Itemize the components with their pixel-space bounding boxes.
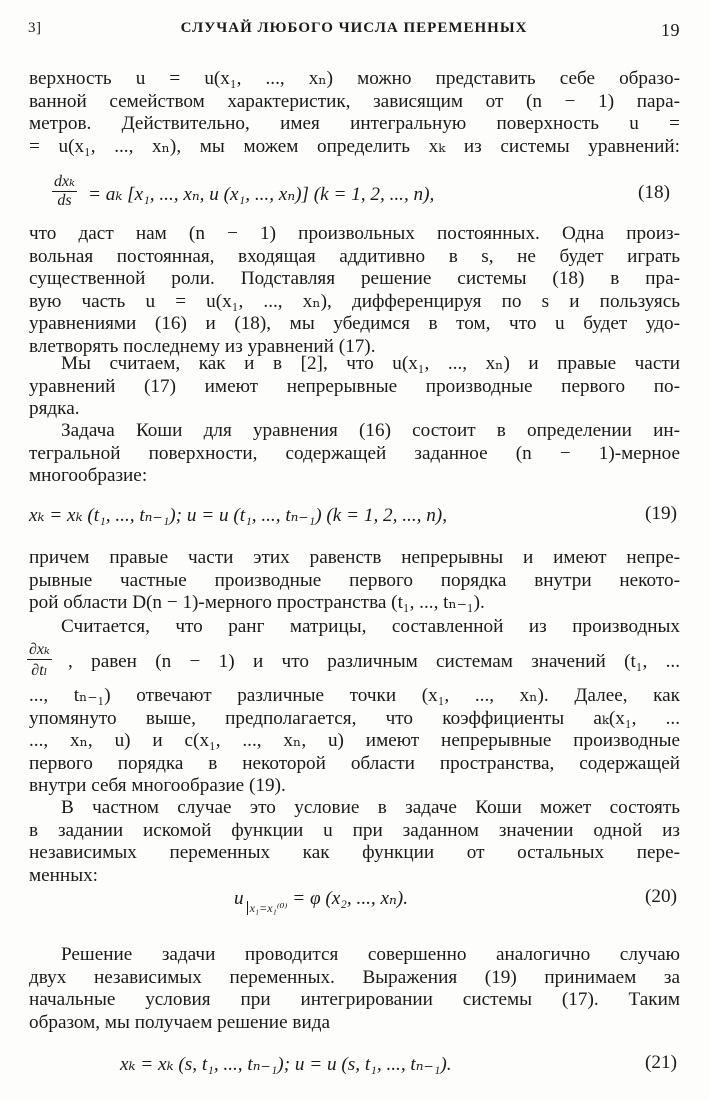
text-line: Мы считаем, как и в [2], что u(x₁, ..., xₙ) и правые части xyxy=(61,353,680,374)
eq18-denominator: ds xyxy=(57,192,72,209)
text-line: менных: xyxy=(29,864,99,886)
paragraph-6-first-line xyxy=(29,616,680,639)
text-line: уравнениями (16) и (18), мы убедимся в том, что u будет удо- xyxy=(29,313,680,334)
text-line: ..., xₙ, u) и c(x₁, ..., xₙ, u) имеют непрерывные производные xyxy=(29,730,680,751)
paragraph-1 xyxy=(29,68,680,158)
paragraph-8 xyxy=(29,944,680,1034)
paragraph-3 xyxy=(29,353,680,421)
text-line: ..., tₙ₋₁) отвечают различные точки (x₁, ..., xₙ). Далее, как xyxy=(29,685,680,706)
p6-denominator: ∂tₗ xyxy=(31,662,48,679)
text-line: что даст нам (n − 1) произвольных постоянных. Одна произ- xyxy=(29,223,680,244)
text-line: верхность u = u(x₁, ..., xₙ) можно представить себе образо- xyxy=(29,68,680,89)
text-line: метров. Действительно, имея интегральную поверхность u = xyxy=(29,113,680,134)
text-line: рой области D(n − 1)-мерного пространства (t₁, ..., tₙ₋₁). xyxy=(29,592,485,613)
running-header xyxy=(28,20,680,46)
text-line: В частном случае это условие в задаче Коши может состоять xyxy=(61,797,680,818)
eq20-subscript: x₁=x₁⁽⁰⁾ xyxy=(247,901,288,915)
eq20 xyxy=(234,886,408,915)
text-line: образом, мы получаем решение вида xyxy=(29,1011,330,1033)
text-line: причем правые части этих равенств непрерывны и имеют непре- xyxy=(29,547,680,568)
eq20-number: (20) xyxy=(645,886,677,907)
text-line: многообразие: xyxy=(29,465,148,486)
text-line: начальные условия при интегрировании системы (17). Таким xyxy=(29,989,680,1010)
section-marker: 3] xyxy=(28,20,42,36)
paragraph-2 xyxy=(29,223,680,358)
text-line: в задании искомой функции u при заданном значении одной из xyxy=(29,819,680,841)
paragraph-6 xyxy=(29,685,680,798)
text-line: рывные частные производные первого порядка внутри некото- xyxy=(29,569,680,591)
text-line: влетворять последнему из уравнений (17). xyxy=(29,335,376,357)
eq21-number: (21) xyxy=(645,1052,677,1073)
text-line: вую часть u = u(x₁, ..., xₙ), дифференцируя по s и пользуясь xyxy=(29,290,680,312)
page-number: 19 xyxy=(661,20,680,40)
text-line: вольная постоянная, входящая аддитивно в s, не будет играть xyxy=(29,245,680,267)
text-line: , равен (n − 1) и что различным системам значений (t₁, ... xyxy=(68,651,680,672)
text-line: Решение задачи проводится совершенно аналогично случаю xyxy=(61,944,680,965)
eq19-body: xₖ = xₖ (t₁, ..., tₙ₋₁); u = u (t₁, ..., tₙ₋₁) (k = 1, 2, ..., n), xyxy=(29,505,447,526)
text-line: тегральной поверхности, содержащей заданное (n − 1)-мерное xyxy=(29,442,680,464)
paragraph-7 xyxy=(29,797,680,887)
eq18-numerator: dxₖ xyxy=(54,173,75,190)
text-line: существенной роли. Подставляя решение системы (18) в пра- xyxy=(29,268,680,289)
text-line: независимых переменных как функции от остальных пере- xyxy=(29,842,680,863)
p6-numerator: ∂xₖ xyxy=(29,641,50,658)
text-line: уравнений (17) имеют непрерывные производные первого по- xyxy=(29,375,680,397)
eq18-number: (18) xyxy=(638,182,670,203)
eq20-lhs: u xyxy=(234,888,244,909)
paragraph-5 xyxy=(29,547,680,615)
p6-fraction xyxy=(27,639,52,680)
eq21-body: xₖ = xₖ (s, t₁, ..., tₙ₋₁); u = u (s, t₁, ..., tₙ₋₁). xyxy=(120,1054,452,1075)
eq18-fraction xyxy=(52,171,77,210)
chapter-title: СЛУЧАЙ ЛЮБОГО ЧИСЛА ПЕРЕМЕННЫХ xyxy=(180,20,528,36)
text-line: внутри себя многообразие (19). xyxy=(29,775,286,796)
paragraph-4 xyxy=(29,420,680,488)
paragraph-6-frac-line xyxy=(68,651,680,674)
text-line: двух независимых переменных. Выражения (19) принимаем за xyxy=(29,966,680,988)
text-line: рядка. xyxy=(29,398,80,419)
text-line: упомянуто выше, предполагается, что коэффициенты aₖ(x₁, ... xyxy=(29,707,680,729)
text-line: Считается, что ранг матрицы, составленной из производных xyxy=(61,616,680,637)
text-line: первого порядка в некоторой области пространства, содержащей xyxy=(29,752,680,774)
text-line: Задача Коши для уравнения (16) состоит в определении ин- xyxy=(61,420,680,441)
eq18-body: = aₖ [x₁, ..., xₙ, u (x₁, ..., xₙ)] (k = 1, 2, ..., n), xyxy=(88,184,435,205)
eq20-rhs: = φ (x₂, ..., xₙ). xyxy=(292,888,408,909)
text-line: ванной семейством характеристик, зависящим от (n − 1) пара- xyxy=(29,90,680,112)
eq19-number: (19) xyxy=(645,503,677,524)
text-line: = u(x₁, ..., xₙ), мы можем определить xₖ из системы уравнений: xyxy=(29,135,680,157)
